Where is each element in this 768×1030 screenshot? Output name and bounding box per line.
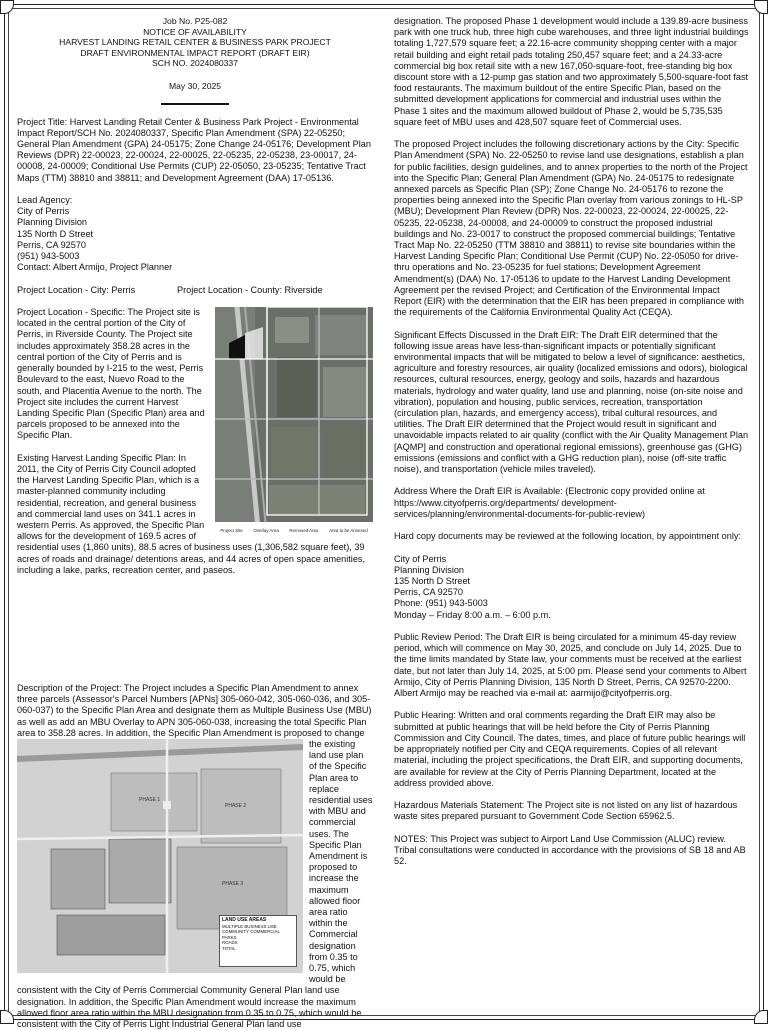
location-map xyxy=(215,307,373,539)
project-description-text: Description of the Project: The Project includes a Specific Plan Amendment to annex three parcels (Assessor's Parcel Numbers [APNs] 305-060-042, 305-060-036, and 305-060-037) to the Specific Plan Area and designate them as Multiple Business Use (MBU) as well as add an MBU Overlay to APN 305-060-038, increasing the total Specific Plan area to 358.28 acres. In addition, the Specific Plan Amendment is proposed to change PHASE 1 PHASE 2 PHASE 3 LAND USE AREAS MULTIPLE BUSINESS USE COMMUNITY COMMERCIAL PARKS ROADS TOTAL the existing land use plan of the Specific Plan area to replace residential uses with MBU and commercial uses. The Specific Plan Amendment is proposed to increase the maximum allowed floor area ratio within the Commercial designation from 0.35 to 0.75, which would be consistent with the City of Perris Commercial Community General Plan land use designation. In addition, the Specific Plan Amendment would increase the maximum allowed floor area ratio within the MBU designation from 0.35 to 0.75, which would be consistent with the City of Perris Light Industrial General Plan land use xyxy=(17,683,373,1030)
hard-copy-note: Hard copy documents may be reviewed at the following location, by appointment only: xyxy=(394,531,741,542)
sch-number: SCH NO. 2024080337 xyxy=(152,58,238,69)
public-hearing: Public Hearing: Written and oral comments regarding the Draft EIR may also be submitted at public hearings that will be held before the City of Perris Planning Commission and City Council. The dates, times, and place of future public hearings will be appropriately notified per City and CEQA requirements. Copies of all relevant material, including the project specifications, the Draft EIR, and supporting documents, are available for review at the City of Perris Planning Department, located at the address provided above. xyxy=(394,710,746,788)
phase-label: PHASE 3 xyxy=(222,881,244,888)
site-plan-map xyxy=(17,739,303,973)
project-location xyxy=(17,285,373,296)
discretionary-actions: The proposed Project includes the following discretionary actions by the City: Specific Plan Amendment (SPA) No. 22-05250 to revise land use designations, establish a plan for public facilities, design guidelines, and to annex properties to the north of the Project into the Specific Plan; General Plan Amendment (GPA) No. 24-05175 to redesignate annexed parcels as Specific Plan (SP); Zone Change No. 24-05176 to rezone the properties being annexed into the Specific Plan overlay from various zonings to HL-SP (MBU); Development Plan Review (DPR) Nos. 22-00023, 22-00024, 22-00025, 22-05235, 22-05238, 24-00008, and 24-00009 to construct the proposed industrial buildings and No. 23-0017 to construct the proposed commercial buildings; Tentative Tract Map No. 22-05250 (TTM 38810 and 38811) to revise site boundaries within the Harvest Landing Specific Plan; Conditional Use Permit (CUP) No. 22-05050 for drive-thru operations and No. 23-05235 for fuel stations; Development Agreement Amendment(s) (DAA) No. 17-05136 to update to the Harvest Landing Development Agreement per the revised Project; and Certification of the Environmental Impact Report (EIR) with the determination that the EIR has been prepared in compliance with the requirements of the California Environmental Quality Act (CEQA). xyxy=(394,139,748,318)
land-use-table: LAND USE AREAS MULTIPLE BUSINESS USE COMMUNITY COMMERCIAL PARKS ROADS TOTAL xyxy=(219,915,297,967)
existing-specific-plan: Existing Harvest Landing Specific Plan: In 2011, the City of Perris City Council adopted the Harvest Landing Specific Plan, which is a master-planned community including residential, recreation, and general business and commercial land uses on 341.1 acres in western Perris. As approved, the Specific Plan allows for the development of 169.5 acres of residential uses (1,860 units), 88.5 acres of business uses (1,306,582 square feet), 39 acres of roads and drainage/ detentions areas, and 44 acres of open space amenities, including a lake, parks, recreation center, and paseos. xyxy=(17,452,365,575)
location-specific: Project Location - Specific: The Project site is located in the central portion of the City of Perris, in Riverside County. The Project site includes approximately 358.28 acres in the central portion of the City of Perris and is generally bounded by I-215 to the west, Perris Boulevard to the east, Nuevo Road to the south, and Placentia Avenue to the north. The Project site includes the current Harvest Landing Specific Plan (Specific Plan) area and parcels proposed to be annexed into the Specific Plan. xyxy=(17,307,205,441)
notice-title: NOTICE OF AVAILABILITY xyxy=(143,26,247,37)
notice-header xyxy=(17,16,373,69)
phase-label: PHASE 2 xyxy=(225,803,247,810)
right-column xyxy=(394,16,749,878)
location-county: Project Location - County: Riverside xyxy=(177,284,323,295)
corner-ornament xyxy=(754,1010,768,1024)
significant-effects: Significant Effects Discussed in the Draft EIR: The Draft EIR determined that the following issue areas have less-than-significant impacts or potentially significant environmental impacts that will be mitigated to below a level of significance: aesthetics, agriculture and forestry resources, air quality (localized emissions and odors), biological resources, cultural resources, energy, geology and soils, hazards and hazardous materials, hydrology and water quality, land use and planning, noise (on-site noise and vibration), population and housing, public services, recreation, transportation (circulation plan, hazards, and emergency access), tribal cultural resources, and utilities. The Draft EIR determined that the Project would result in significant and unavoidable impacts related to air quality (conflict with the Air Quality Management Plan [AQMP] and construction and operational regional emissions), greenhouse gas (GHG) emissions (emissions and conflict with a GHG reduction plan), noise (off-site traffic noise), and transportation (vehicle miles traveled). xyxy=(394,329,749,475)
public-review-period: Public Review Period: The Draft EIR is being circulated for a minimum 45-day review period, which will commence on May 30, 2025, and conclude on July 14, 2025. Due to the time limits mandated by State law, your comments must be received at the earliest date, but not later than July 14, 2025, at 5:00 pm. Please send your comments to Albert Armijo, City of Perris Planning Division, 135 North D Street, Perris, CA 92570-2200. Albert Armijo may be reached via e-mail at: aarmijo@cityofperris.org. xyxy=(394,632,747,699)
eir-availability: Address Where the Draft EIR is Available: (Electronic copy provided online at https://www.cityofperris.org/departments/ development-services/planning/environmental-documents-for-public-review) xyxy=(394,486,705,519)
left-column xyxy=(17,16,373,587)
project-title: Project Title: Harvest Landing Retail Center & Business Park Project - Environmental Impact Report/SCH No. 2024080337, Specific Plan Amendment (SPA) 22-05250; General Plan Amendment (GPA) 24-05175; Zone Change 24-05176; Development Plan Reviews (DPR) 22-00023, 22-00024, 22-00025, 22-05235, 22-05238, 23-00017, 24-00008, 24-00009; Conditional Use Permits (CUP) 22-05050, 23-05235; Tentative Tract Maps (TTM) 38810 and 38811; and Development Agreement (DAA) 17-05136. xyxy=(17,116,371,183)
divider xyxy=(161,103,229,105)
notice-date: May 30, 2025 xyxy=(168,80,222,91)
job-number: Job No. P25-082 xyxy=(162,16,228,26)
report-name: DRAFT ENVIRONMENTAL IMPACT REPORT (DRAFT EIR) xyxy=(80,47,310,58)
project-name: HARVEST LANDING RETAIL CENTER & BUSINESS PARK PROJECT xyxy=(59,37,331,48)
phase-label: PHASE 1 xyxy=(139,797,161,804)
lead-agency: Lead Agency: City of Perris Planning Division 135 North D Street Perris, CA 92570 (951) 943-5003 Contact: Albert Armijo, Project Planner xyxy=(17,195,173,273)
review-address: City of Perris Planning Division 135 North D Street Perris, CA 92570 Phone: (951) 943-5003 Monday – Friday 8:00 a.m. – 6:00 p.m. xyxy=(394,553,551,620)
phase-one-description: designation. The proposed Phase 1 development would include a 139.89-acre business park with one truck hub, three high cube warehouses, and three light industrial buildings totaling 1,727,579 square feet; a 22.16-acre community shopping center with a major retail building and eight retail pads totaling 250,457 square feet; and a 24.33-acre commercial big box retail site with a new 167,050-square-foot, free-standing big box discount store with a 12-pump gas station and two approximately 5,500-square-foot fast food restaurants. The maximum buildout of the entire Specific Plan, based on the submitted development applications for commercial and industrial uses within the Phase 1 sites and the maximum allowed buildout of Phase 2, would be 5,735,535 square feet of MBU uses and 428,507 square feet of Commercial uses. xyxy=(394,16,749,127)
hazardous-materials: Hazardous Materials Statement: The Project site is not listed on any list of hazardous waste sites prepared pursuant to Government Code Section 65962.5. xyxy=(394,800,738,822)
location-city: Project Location - City: Perris xyxy=(17,284,136,295)
map-legend: Project Site Overlay Area Removed Area Area to be Annexed xyxy=(215,522,373,539)
notes: NOTES: This Project was subject to Airport Land Use Commission (ALUC) review. Tribal consultations were conducted in accordance with the provisions of SB 18 and AB 52. xyxy=(394,833,746,867)
